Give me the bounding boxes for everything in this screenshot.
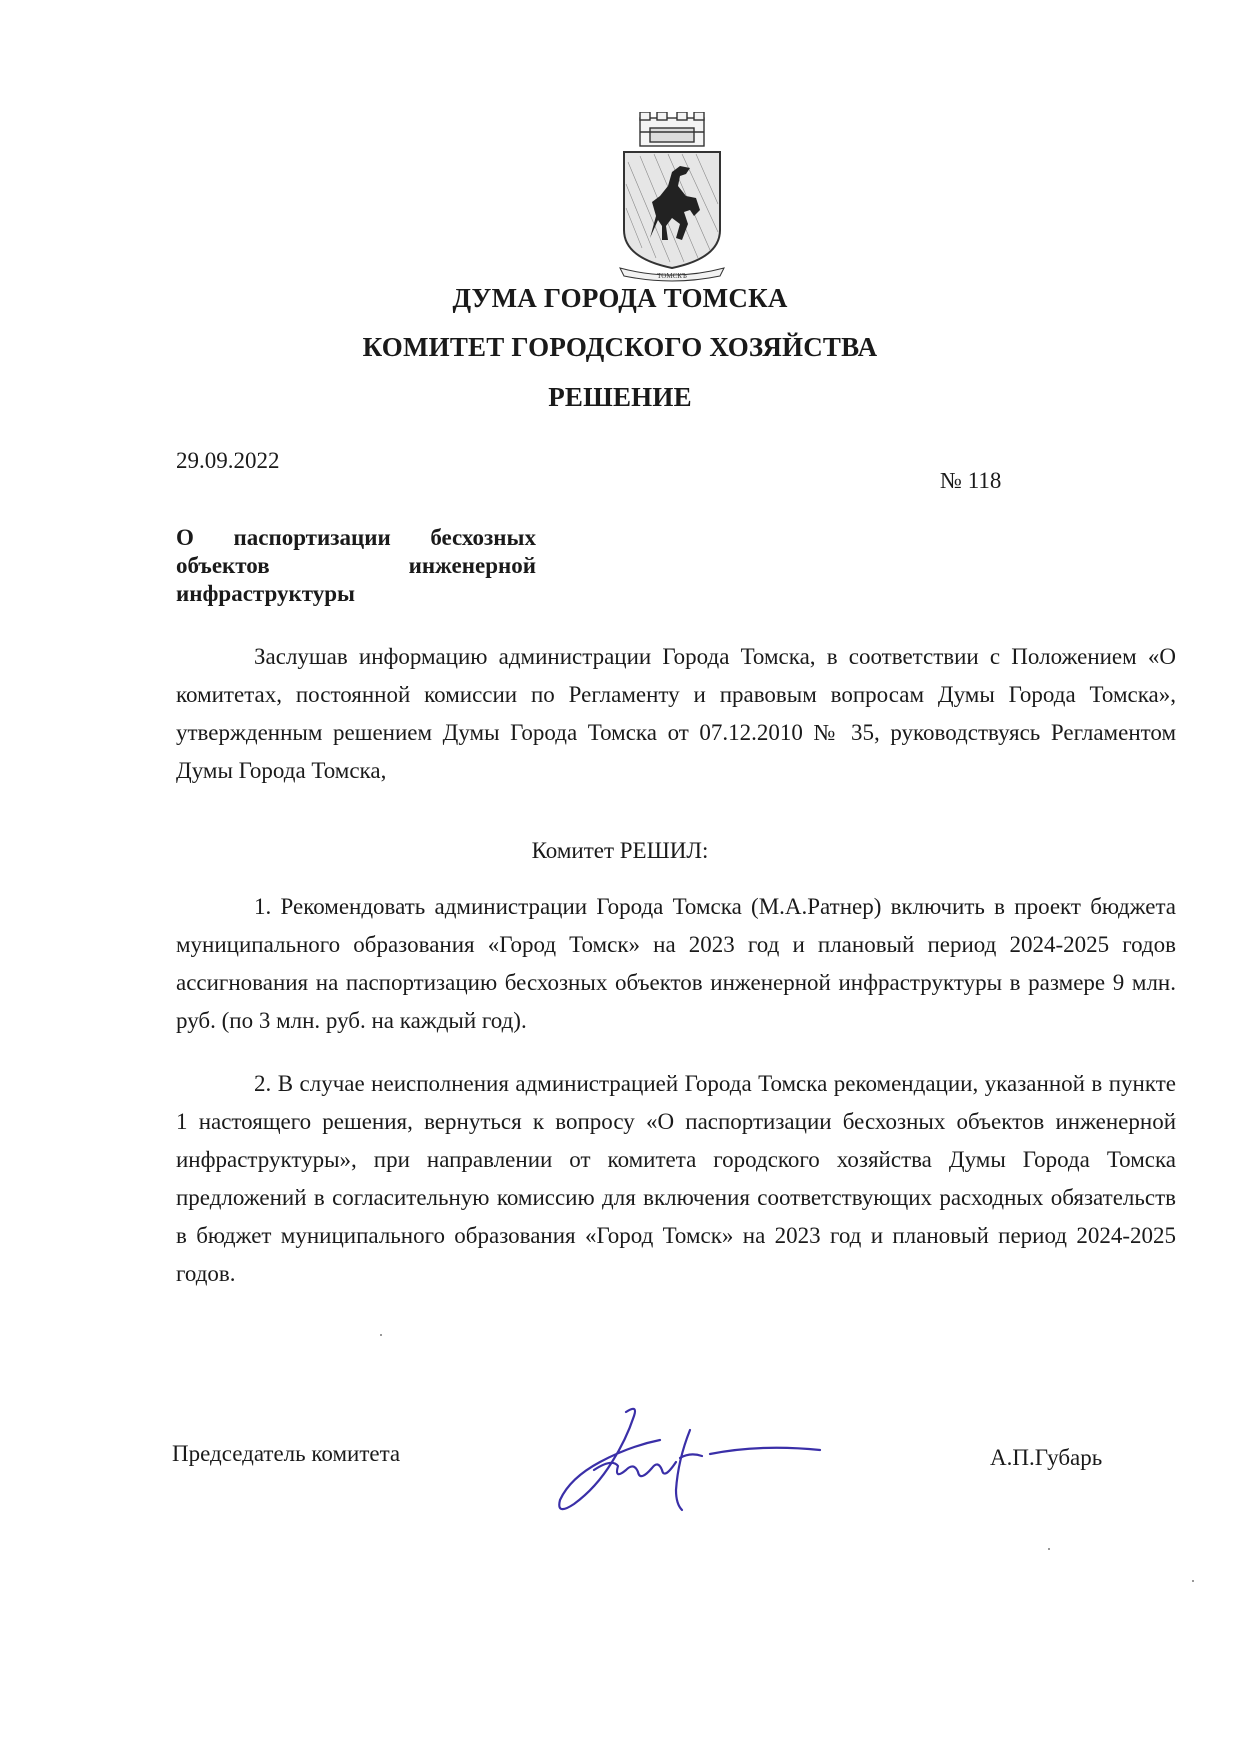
scan-speck bbox=[1048, 1548, 1050, 1550]
intro-paragraph: Заслушав информацию администрации Города Томска, в соответствии с Положением «О комитетах, постоянной комиссии по Регламенту и правовым вопросам Думы Города Томска», утвержденным решением Думы Города Томска от 07.12.2010 № 35, руководствуясь Регламентом Думы Города Томска, bbox=[176, 644, 1176, 783]
organization-title: ДУМА ГОРОДА ТОМСКА bbox=[452, 283, 788, 313]
document-type-title: РЕШЕНИЕ bbox=[548, 382, 692, 412]
document-date: 29.09.2022 bbox=[176, 448, 280, 473]
tomsk-coat-of-arms-icon bbox=[610, 112, 734, 282]
committee-title: КОМИТЕТ ГОРОДСКОГО ХОЗЯЙСТВА bbox=[362, 332, 878, 362]
decision-item-2: 2. В случае неисполнения администрацией Города Томска рекомендации, указанной в пункте 1 настоящего решения, вернуться к вопросу «О паспортизации бесхозных объектов инженерной инфраструктуры», при направлении от комитета городского хозяйства Думы Города Томска предложений в согласительную комиссию для включения соответствующих расходных обязательств в бюджет муниципального образования «Город Томск» на 2023 год и плановый период 2024-2025 годов. bbox=[176, 1071, 1176, 1286]
document-subject: О паспортизации бесхозных объектов инженерной инфраструктуры bbox=[176, 525, 536, 606]
signatory-name: А.П.Губарь bbox=[990, 1445, 1103, 1470]
handwritten-signature-icon bbox=[530, 1400, 830, 1530]
scan-speck bbox=[1192, 1580, 1194, 1582]
decided-line: Комитет РЕШИЛ: bbox=[531, 838, 709, 863]
signatory-role: Председатель комитета bbox=[172, 1441, 401, 1466]
emblem-ribbon-text: ТОМСКЪ bbox=[657, 272, 687, 280]
document-number: № 118 bbox=[940, 468, 1002, 493]
decision-item-1: 1. Рекомендовать администрации Города Томска (М.А.Ратнер) включить в проект бюджета муниципального образования «Город Томск» на 2023 год и плановый период 2024-2025 годов ассигнования на паспортизацию бесхозных объектов инженерной инфраструктуры в размере 9 млн. руб. (по 3 млн. руб. на каждый год). bbox=[176, 894, 1176, 1033]
scan-speck bbox=[380, 1334, 382, 1336]
